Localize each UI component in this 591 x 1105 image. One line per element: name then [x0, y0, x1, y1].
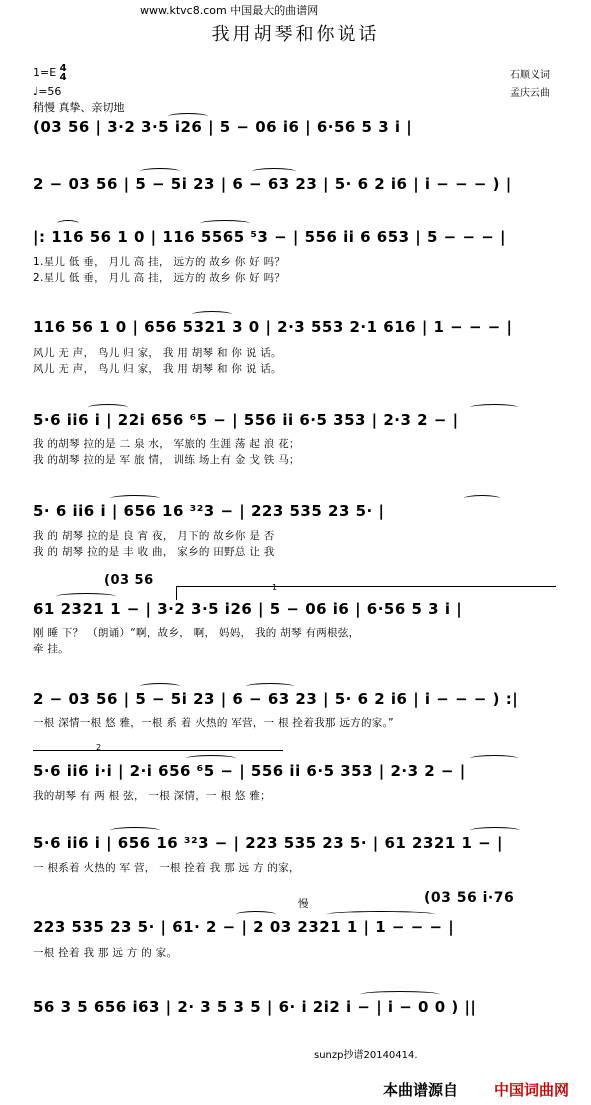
lyricist-credit: 石顺义词: [510, 70, 550, 81]
lyric-line: 我的胡琴 有 两 根 弦， 一根 深情，一 根 悠 雅；: [33, 790, 271, 802]
slur: [140, 683, 180, 690]
lyric-line: 刚 睡 下？ （朗诵）“啊，故乡， 啊， 妈妈， 我的 胡琴 有两根弦，: [33, 627, 360, 639]
key-signature: [33, 64, 67, 82]
repeat-intro-notes: (03 56: [104, 573, 154, 588]
volta-bracket-line: [33, 750, 283, 751]
site-banner-text: www.ktvc8.com 中国最大的曲谱网: [140, 4, 319, 17]
time-top: 4: [59, 63, 67, 74]
lyric-line: 我 的胡琴 拉的是 军 旅 情， 训练 场上有 金 戈 铁 马；: [33, 454, 300, 466]
source-label: 本曲谱源自: [383, 1081, 459, 1099]
score-row-11: 223 535 23 5· | 61· 2 − | 2 03 2321 1 | 1 − − − |: [33, 918, 455, 936]
lyric-line: 牵 挂。: [33, 643, 70, 655]
tempo-mark: [33, 85, 61, 98]
lyric-line: 我 的 胡琴 拉的是 良 宵 夜， 月下的 故乡你 是 否: [33, 530, 275, 542]
time-bottom: 4: [59, 72, 67, 83]
slur: [186, 755, 236, 762]
slur: [140, 168, 180, 175]
lyric-line: 风儿 无 声， 鸟儿 归 家， 我 用 胡琴 和 你 说 话。: [33, 347, 282, 359]
score-row-1: (03 56 | 3·2 3·5 i26 | 5 − 06 i6 | 6·56 5 3 i |: [33, 118, 413, 136]
interlude-notes: (03 56 i·76: [424, 890, 515, 906]
composer-credit: 孟庆云曲: [510, 88, 550, 99]
site-banner: [140, 2, 318, 18]
slur: [326, 911, 436, 918]
score-row-5: 5·6 ii6 i | 22i 656 ⁶5 − | 556 ii 6·5 353 | 2·3 2 − |: [33, 411, 459, 429]
tempo-slow-mark: 慢: [298, 898, 309, 910]
slur: [57, 220, 79, 227]
slur: [470, 755, 518, 762]
slur: [200, 220, 250, 227]
slur: [56, 593, 116, 600]
lyric-line: 我 的 胡琴 拉的是 丰 收 曲， 家乡的 田野总 让 我: [33, 546, 275, 558]
expression-mark: 稍慢 真挚、亲切地: [33, 101, 125, 114]
slur: [88, 404, 128, 411]
note-icon: ♩: [33, 85, 39, 98]
slur: [470, 404, 518, 411]
volta-number: 1: [272, 583, 278, 592]
slur: [236, 911, 276, 918]
slur: [110, 827, 160, 834]
score-row-9: 5·6 ii6 i·i | 2·i 656 ⁶5 − | 556 ii 6·5 353 | 2·3 2 − |: [33, 762, 466, 780]
tempo-value: =56: [38, 85, 62, 98]
lyric-line: 一 根系着 火热的 军 营， 一根 拴着 我 那 远 方 的家，: [33, 862, 300, 874]
page-title: 我用胡琴和你说话: [211, 24, 380, 45]
slur: [252, 168, 296, 175]
volta-number: 2: [96, 743, 102, 752]
slur: [360, 991, 440, 998]
slur: [110, 495, 160, 502]
score-row-6: 5· 6 ii6 i | 656 16 ³²3 − | 223 535 23 5· |: [33, 502, 385, 520]
lyric-line: 1.星儿 低 垂， 月儿 高 挂， 远方的 故乡 你 好 吗？: [33, 256, 286, 268]
slur: [168, 113, 208, 120]
score-row-2: 2 − 03 56 | 5 − 5i 23 | 6 − 63 23 | 5· 6 2 i6 | i − − − ) |: [33, 175, 512, 193]
score-row-12: 56 3 5 656 i63 | 2· 3 5 3 5 | 6· i 2i2 i − | i − 0 0 ) ||: [33, 998, 477, 1016]
score-row-4: 116 56 1 0 | 656 5321 3 0 | 2·3 553 2·1 616 | 1 − − − |: [33, 318, 513, 336]
score-row-7: 61 2321 1 − | 3·2 3·5 i26 | 5 − 06 i6 | 6·56 5 3 i |: [33, 600, 463, 618]
score-row-10: 5·6 ii6 i | 656 16 ³²3 − | 223 535 23 5· | 61 2321 1 − |: [33, 834, 503, 852]
slur: [464, 495, 500, 502]
lyric-line: 2.星儿 低 垂， 月儿 高 挂， 远方的 故乡 你 好 吗？: [33, 272, 286, 284]
volta-bracket-edge: [176, 586, 177, 600]
lyric-line: 我 的胡琴 拉的是 二 泉 水， 军旅的 生涯 荡 起 浪 花；: [33, 438, 300, 450]
slur: [470, 827, 520, 834]
slur: [192, 311, 232, 318]
transcriber-signature: sunzp抄谱20140414.: [314, 1050, 418, 1061]
volta-bracket-line: [176, 586, 556, 587]
lyric-line: 一根 深情一根 悠 雅，一根 系 着 火热的 军营，一 根 拴着我那 远方的家。”: [33, 717, 394, 729]
key-label: 1=E: [33, 66, 57, 79]
time-signature: [60, 64, 67, 82]
score-row-8: 2 − 03 56 | 5 − 5i 23 | 6 − 63 23 | 5· 6 2 i6 | i − − − ) :|: [33, 690, 519, 708]
lyric-line: 风儿 无 声， 鸟儿 归 家， 我 用 胡琴 和 你 说 话。: [33, 363, 282, 375]
source-site-link[interactable]: 中国词曲网: [494, 1081, 570, 1099]
score-row-3: |: 116 56 1 0 | 116 5565 ⁵3 − | 556 ii 6 653 | 5 − − − |: [33, 228, 507, 246]
lyric-line: 一根 拴着 我 那 远 方 的 家。: [33, 947, 178, 959]
slur: [246, 683, 294, 690]
